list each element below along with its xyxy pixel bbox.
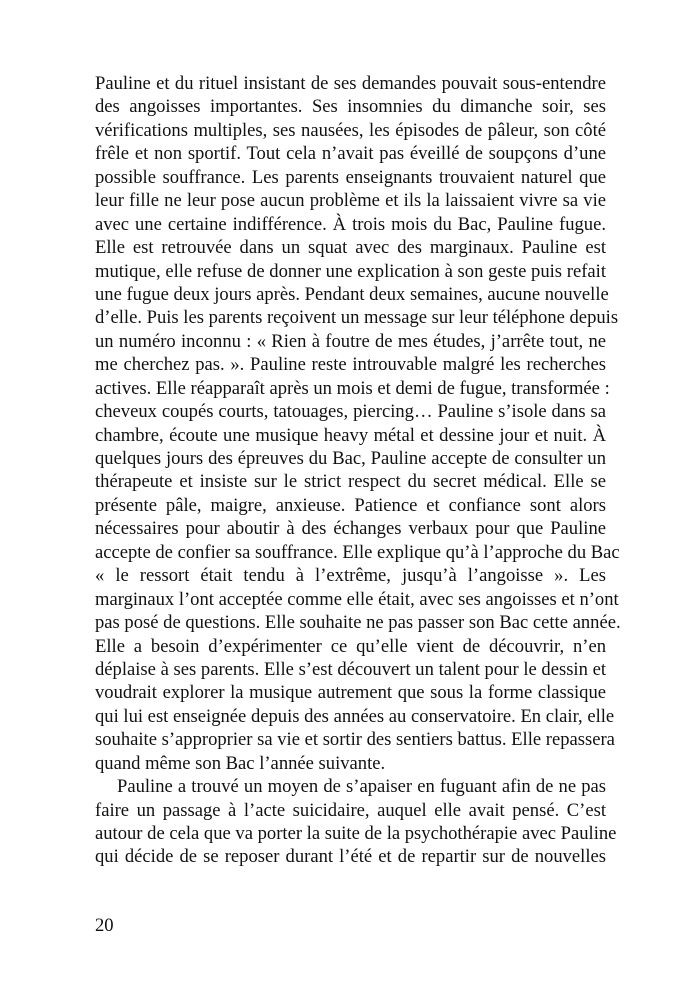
text-line: accepte de confier sa souffrance. Elle explique qu’à l’approche du Bac: [95, 541, 620, 563]
text-line: leur fille ne leur pose aucun problème et ils la laissaient vivre sa vie: [95, 190, 606, 212]
text-line: Pauline et du rituel insistant de ses demandes pouvait sous-entendre: [95, 73, 606, 94]
text-line: qui lui est enseignée depuis des années au conservatoire. En clair, elle: [95, 705, 615, 727]
text-line: Elle est retrouvée dans un squat avec des marginaux. Pauline est: [95, 237, 606, 259]
text-line: « le ressort était tendu à l’extrême, jusqu’à l’angoisse ». Les: [95, 565, 606, 587]
text-line: nécessaires pour aboutir à des échanges verbaux pour que Pauline: [95, 518, 606, 540]
text-line: qui décide de se reposer durant l’été et de repartir sur de nouvelles: [95, 846, 606, 868]
text-line: quelques jours des épreuves du Bac, Pauline accepte de consulter un: [95, 448, 606, 469]
text-line: marginaux l’ont acceptée comme elle était, avec ses angoisses et n’ont: [95, 588, 619, 610]
text-line: autour de cela que va porter la suite de la psychothérapie avec Pauline: [95, 823, 617, 844]
body-text: [95, 72, 621, 869]
paragraph-2: [95, 775, 617, 869]
text-line: actives. Elle réapparaît après un mois et demi de fugue, transformée :: [95, 377, 610, 399]
page-number: 20: [95, 915, 114, 936]
text-line: faire un passage à l’acte suicidaire, auquel elle avait pensé. C’est: [95, 799, 606, 821]
text-line: présente pâle, maigre, anxieuse. Patience et confiance sont alors: [95, 494, 606, 516]
text-line: possible souffrance. Les parents enseignants trouvaient naturel que: [95, 166, 606, 188]
text-line: déplaise à ses parents. Elle s’est découvert un talent pour le dessin et: [95, 658, 606, 680]
text-line: vérifications multiples, ses nausées, les épisodes de pâleur, son côté: [95, 119, 606, 141]
text-line: souhaite s’approprier sa vie et sortir des sentiers battus. Elle repassera: [95, 729, 615, 751]
text-line: un numéro inconnu : « Rien à foutre de mes études, j’arrête tout, ne: [95, 330, 606, 352]
text-line: d’elle. Puis les parents reçoivent un message sur leur téléphone depuis: [95, 307, 619, 329]
text-line: cheveux coupés courts, tatouages, piercing… Pauline s’isole dans sa: [95, 401, 606, 423]
text-line: quand même son Bac l’année suivante.: [95, 752, 386, 774]
text-line: frêle et non sportif. Tout cela n’avait pas éveillé de soupçons d’une: [95, 143, 606, 165]
text-line: avec une certaine indifférence. À trois mois du Bac, Pauline fugue.: [95, 213, 606, 235]
text-line: des angoisses importantes. Ses insomnies du dimanche soir, ses: [95, 96, 606, 118]
text-line: mutique, elle refuse de donner une explication à son geste puis refait: [95, 260, 606, 282]
text-line: pas posé de questions. Elle souhaite ne pas passer son Bac cette année.: [95, 612, 621, 634]
text-line: chambre, écoute une musique heavy métal et dessine jour et nuit. À: [95, 424, 606, 446]
paragraph-1: [95, 72, 621, 775]
text-line: une fugue deux jours après. Pendant deux semaines, aucune nouvelle: [95, 283, 609, 305]
text-line: Pauline a trouvé un moyen de s’apaiser en fuguant afin de ne pas: [117, 776, 606, 798]
text-line: voudrait explorer la musique autrement que sous la forme classique: [95, 682, 606, 704]
text-line: Elle a besoin d’expérimenter ce qu’elle vient de découvrir, n’en: [95, 635, 606, 657]
text-line: me cherchez pas. ». Pauline reste introuvable malgré les recherches: [95, 354, 606, 376]
text-line: thérapeute et insiste sur le strict respect du secret médical. Elle se: [95, 471, 606, 493]
